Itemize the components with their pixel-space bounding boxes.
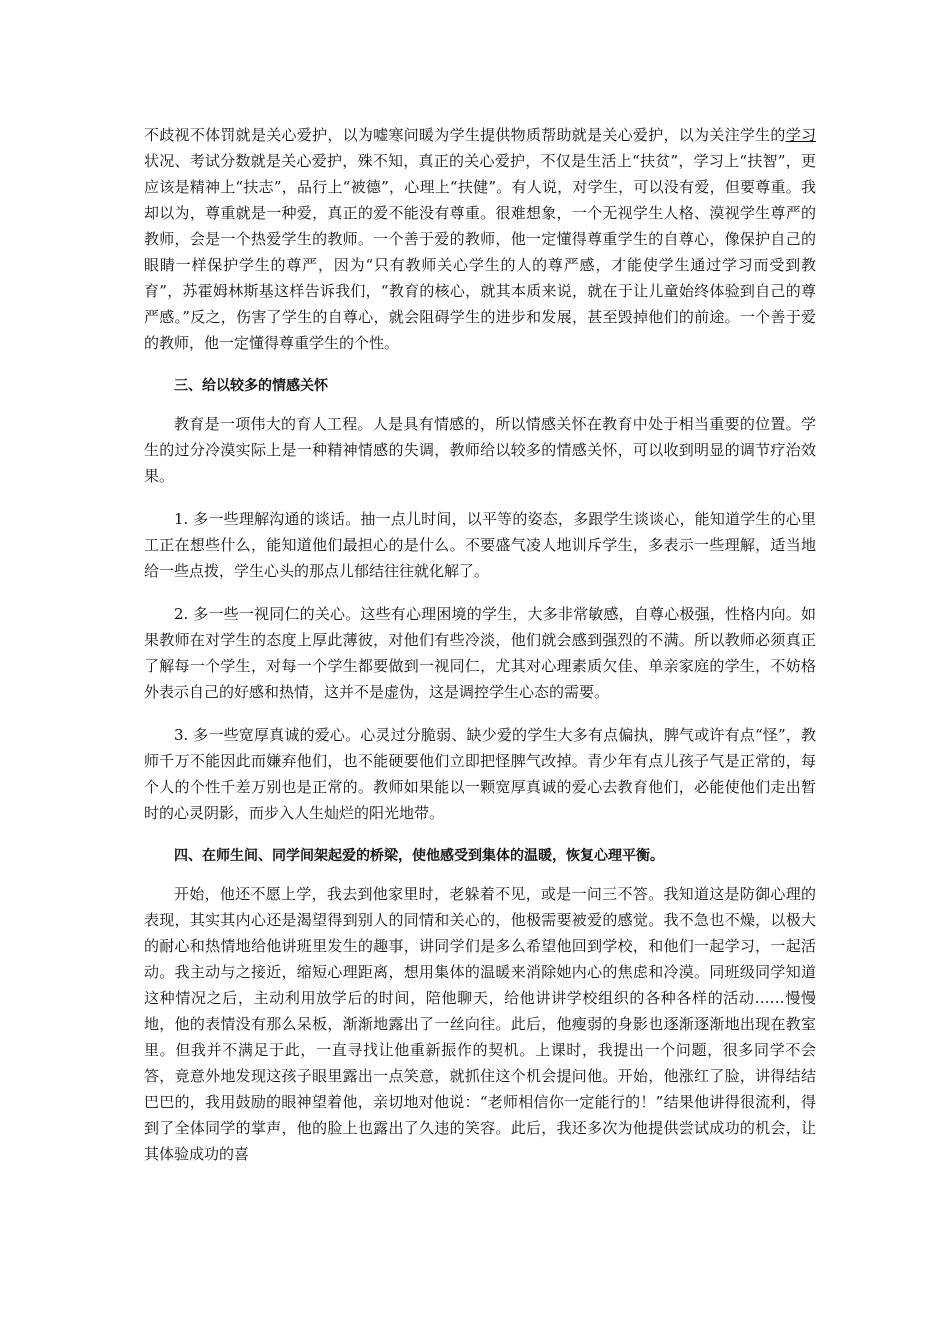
section-3-intro: 教育是一项伟大的育人工程。人是具有情感的，所以情感关怀在教育中处于相当重要的位置。学生的过分冷漠实际上是一种精神情感的失调，教师给以较多的情感关怀，可以收到明显的调节疗治效果。	[144, 415, 816, 485]
intro-paragraph	[144, 122, 816, 356]
section-4-heading: 四、在师生间、同学间架起爱的桥梁，使他感受到集体的温暖，恢复心理平衡。	[174, 848, 664, 864]
section-3-heading: 三、给以较多的情感关怀	[174, 378, 328, 394]
section-3-item-2: 2. 多一些一视同仁的关心。这些有心理困境的学生，大多非常敏感，自尊心极强，性格内向。如果教师在对学生的态度上厚此薄彼，对他们有些冷淡，他们就会感到强烈的不满。所以教师必须真正了解每一个学生，对每一个学生都要做到一视同仁，尤其对心理素质欠佳、单亲家庭的学生，不妨格外表示自己的好感和热情，这并不是虚伪，这是调控学生心态的需要。	[144, 605, 816, 701]
document-page	[144, 122, 816, 1167]
intro-text-after: 状况、考试分数就是关心爱护，殊不知，真正的关心爱护，不仅是生活上“扶贫”，学习上“扶智”，更应该是精神上“扶志”，品行上“被德”，心理上“扶健”。有人说，对学生，可以没有爱，但要尊重。我却以为，尊重就是一种爱，真正的爱不能没有尊重。很难想象，一个无视学生人格、漠视学生尊严的教师，会是一个热爱学生的教师。一个善于爱的教师，他一定懂得尊重学生的自尊心，像保护自己的眼睛一样保护学生的尊严，因为“只有教师关心学生的人的尊严感，才能使学生通过学习而受到教育”，苏霍姆林斯基这样告诉我们，“教育的核心，就其本质来说，就在于让儿童始终体验到自己的尊严感。”反之，伤害了学生的自尊心，就会阻碍学生的进步和发展，甚至毁掉他们的前途。一个善于爱的教师，他一定懂得尊重学生的个性。	[144, 152, 816, 352]
intro-text-before: 不歧视不体罚就是关心爱护，以为嘘寒问暖为学生提供物质帮助就是关心爱护，以为关注学生的	[144, 126, 786, 144]
section-3-item-1: 1. 多一些理解沟通的谈话。抽一点儿时间，以平等的姿态，多跟学生谈谈心，能知道学生的心里工正在想些什么，能知道他们最担心的是什么。不要盛气凌人地训斥学生，多表示一些理解，适当地给一些点拨，学生心头的那点儿郁结往往就化解了。	[144, 510, 816, 580]
section-3-item-3: 3. 多一些宽厚真诚的爱心。心灵过分脆弱、缺少爱的学生大多有点偏执，脾气或许有点“怪”，教师千万不能因此而嫌弃他们，也不能硬要他们立即把怪脾气改掉。青少年有点儿孩子气是正常的，每个人的个性千差万别也是正常的。教师如果能以一颗宽厚真诚的爱心去教育他们，必能使他们走出暂时的心灵阴影，而步入人生灿烂的阳光地带。	[144, 726, 816, 822]
study-link[interactable]: 学习	[785, 126, 816, 144]
section-4-body: 开始，他还不愿上学，我去到他家里时，老躲着不见，或是一问三不答。我知道这是防御心理的表现，其实其内心还是渴望得到别人的同情和关心的，他极需要被爱的感觉。我不急也不燥，以极大的耐心和热情地给他讲班里发生的趣事，讲同学们是多么希望他回到学校，和他们一起学习，一起活动。我主动与之接近，缩短心理距离，想用集体的温暖来消除她内心的焦虑和冷漠。同班级同学知道这种情况之后，主动利用放学后的时间，陪他聊天，给他讲讲学校组织的各种各样的活动……慢慢地，他的表情没有那么呆板，渐渐地露出了一丝向往。此后，他瘦弱的身影也逐渐逐渐地出现在教室里。但我并不满足于此，一直寻找让他重新振作的契机。上课时，我提出一个问题，很多同学不会答，竟意外地发现这孩子眼里露出一点笑意，就抓住这个机会提问他。开始，他涨红了脸，讲得结结巴巴的，我用鼓励的眼神望着他，亲切地对他说：“老师相信你一定能行的！”结果他讲得很流利，得到了全体同学的掌声，他的脸上也露出了久违的笑容。此后，我还多次为他提供尝试成功的机会，让其体验成功的喜	[144, 885, 816, 1163]
